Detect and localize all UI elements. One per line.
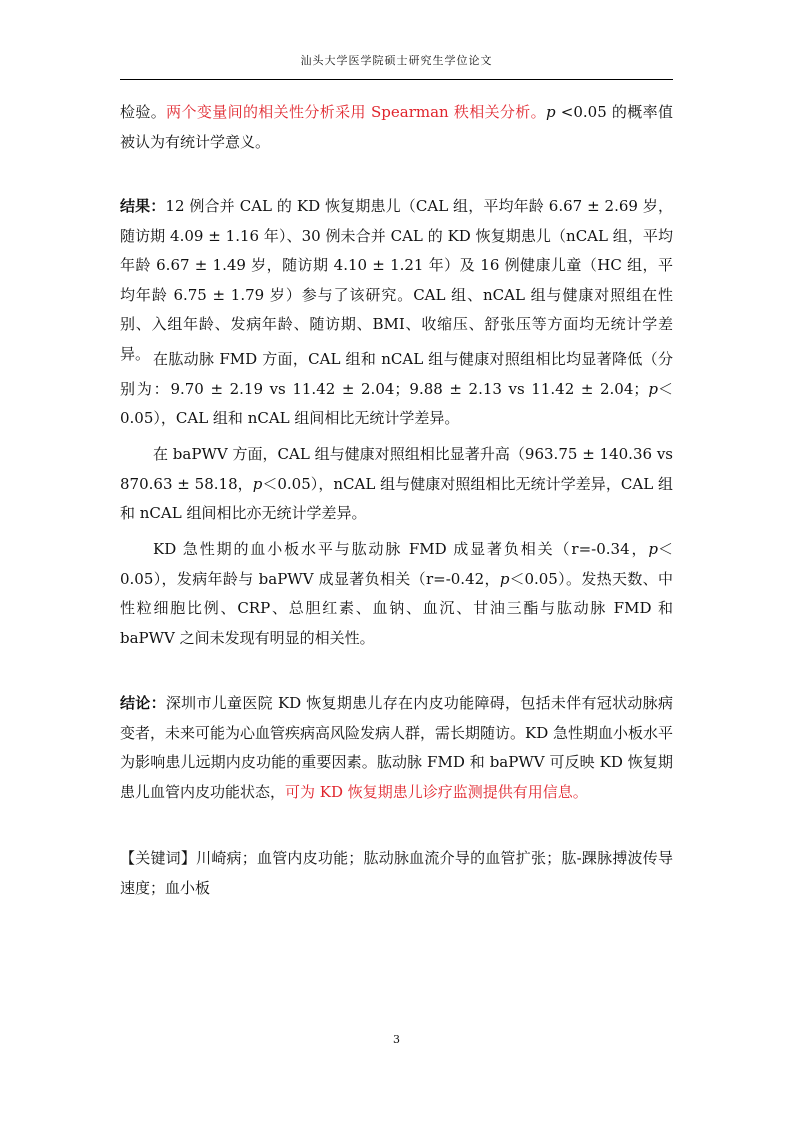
p-symbol: p — [499, 569, 510, 588]
corr-text-1: KD 急性期的血小板水平与肱动脉 FMD 成显著负相关（r=-0.34， — [153, 540, 649, 558]
corr-text-3: ＜0.05）。发热天数、中性粒细胞比例、CRP、总胆红素、血钠、血沉、甘油三酯与肱动脉 FMD 和 baPWV 之间未发现有明显的相关性。 — [120, 569, 674, 647]
conclusion-paragraph — [120, 689, 673, 807]
methods-tail-paragraph — [120, 98, 673, 157]
results-label: 结果： — [120, 197, 166, 215]
corr-text-2: ＜0.05），发病年龄与 baPWV 成显著负相关（r=-0.42， — [120, 540, 673, 588]
results-paragraph — [120, 192, 673, 369]
p-symbol: p — [546, 103, 556, 121]
keywords-paragraph — [120, 844, 673, 903]
bapwv-text-1: 在 baPWV 方面，CAL 组与健康对照组相比显著升高（963.75 ± 140.36 vs 870.63 ± 58.18， — [120, 445, 673, 493]
bapwv-text-2: ＜0.05），nCAL 组与健康对照组相比无统计学差异，CAL 组和 nCAL 组间相比亦无统计学差异。 — [120, 474, 673, 522]
p-symbol: p — [252, 474, 263, 493]
fmd-text-1: 在肱动脉 FMD 方面，CAL 组和 nCAL 组与健康对照组相比均显著降低（分别为：9.70 ± 2.19 vs 11.42 ± 2.04；9.88 ± 2.13 vs 11.42 ± 2.04； — [120, 350, 673, 398]
spearman-highlight: 两个变量间的相关性分析采用 Spearman 秩相关分析。 — [166, 103, 547, 121]
fmd-text-2: ＜0.05），CAL 组和 nCAL 组间相比无统计学差异。 — [120, 379, 673, 427]
conclusion-label: 结论： — [120, 694, 166, 712]
conclusion-highlight: 可为 KD 恢复期患儿诊疗监测提供有用信息。 — [285, 782, 588, 801]
keywords-label: 【关键词】 — [120, 849, 197, 867]
fmd-paragraph — [120, 345, 673, 434]
results-text: 12 例合并 CAL 的 KD 恢复期患儿（CAL 组，平均年龄 6.67 ± 2.69 岁，随访期 4.09 ± 1.16 年）、30 例未合并 CAL 的 KD 恢复期患儿（nCAL 组，平均年龄 6.67 ± 1.49 岁，随访期 4.10 ± 1.21 年）及 16 例健康儿童（HC 组，平均年龄 6.75 ± 1.79 岁）参与了该研究。CAL 组、nCAL 组与健康对照组在性别、入组年龄、发病年龄、随访期、BMI、收缩压、舒张压等方面均无统计学差异。 — [120, 197, 673, 363]
conclusion-text: 深圳市儿童医院 KD 恢复期患儿存在内皮功能障碍，包括未伴有冠状动脉病变者，未来可能为心血管疾病高风险发病人群，需长期随访。KD 急性期血小板水平为影响患儿远期内皮功能的重要因素。肱动脉 FMD 和 baPWV 可反映 KD 恢复期患儿血管内皮功能状态， — [120, 694, 674, 801]
p-symbol: p — [648, 379, 658, 398]
p-symbol: p — [648, 540, 658, 558]
significance-text: <0.05 的概率值被认为有统计学意义。 — [120, 103, 673, 151]
page-header: 汕头大学医学院硕士研究生学位论文 — [300, 54, 493, 67]
bapwv-paragraph — [120, 440, 673, 529]
methods-tail-text: 检验。 — [120, 103, 167, 121]
keywords-text: 川崎病；血管内皮功能；肱动脉血流介导的血管扩张；肱-踝脉搏波传导速度；血小板 — [120, 849, 673, 897]
header-rule — [120, 79, 673, 80]
correlation-paragraph — [120, 535, 673, 653]
page-number: 3 — [393, 1033, 400, 1046]
